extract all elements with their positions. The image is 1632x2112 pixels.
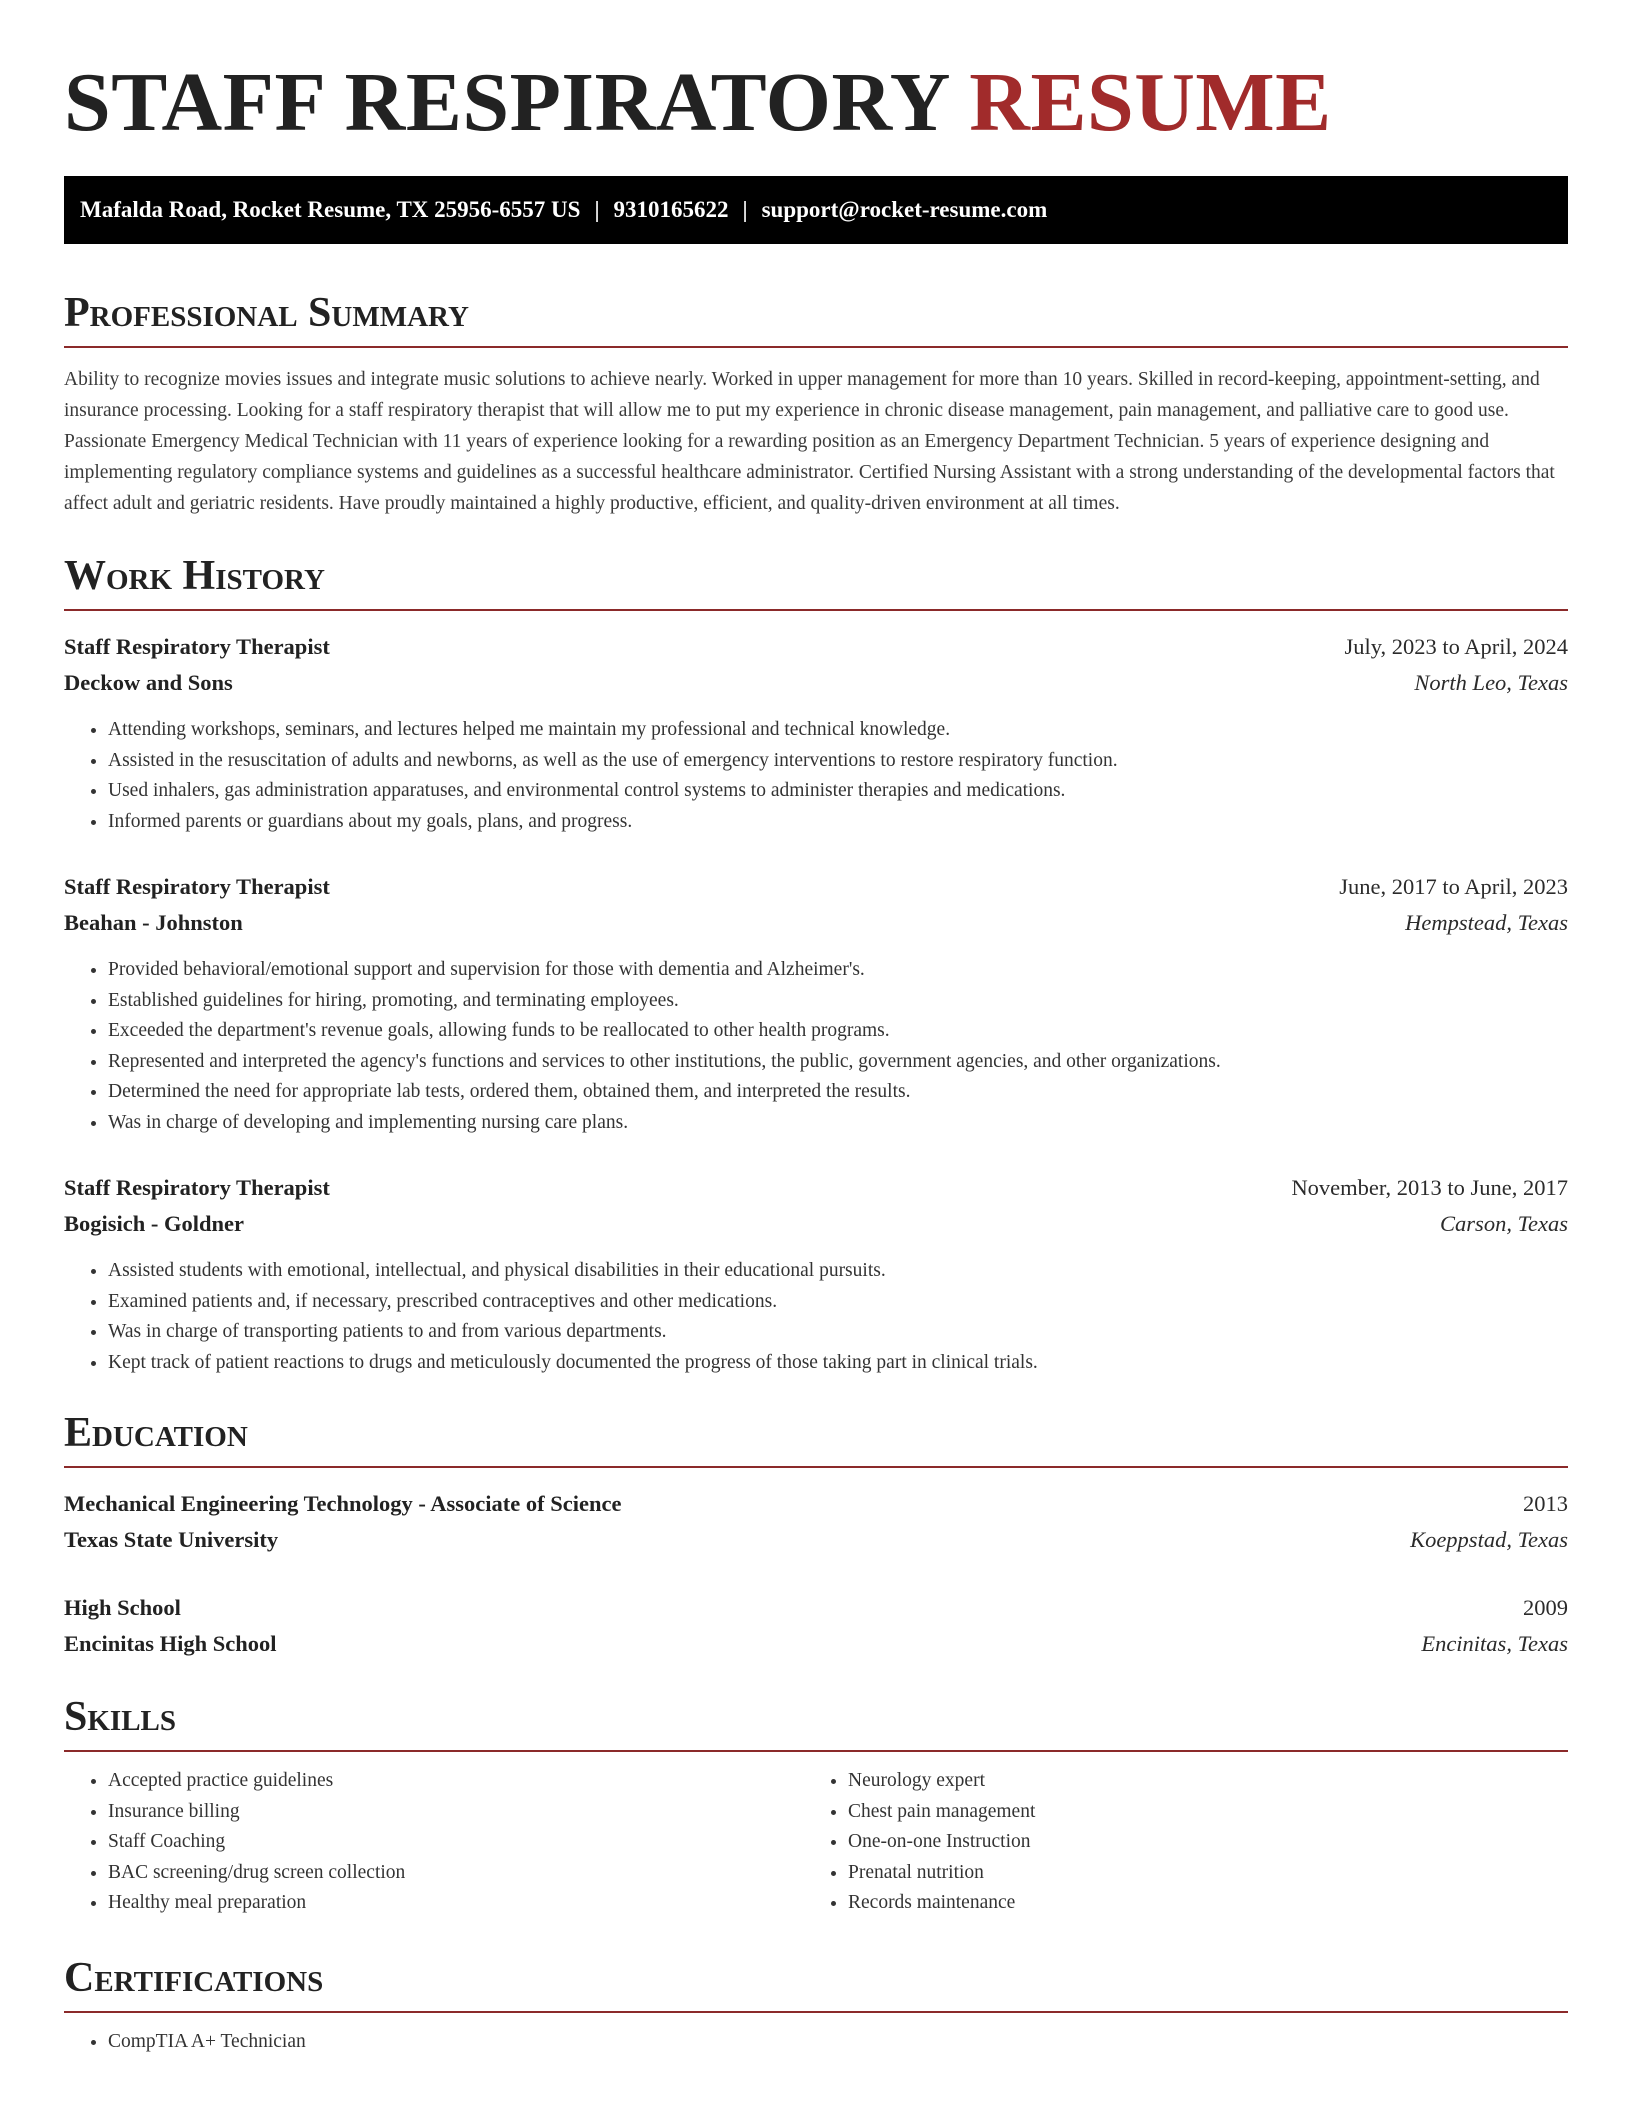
job-title: Staff Respiratory Therapist — [64, 1175, 330, 1200]
education-section — [64, 1408, 1568, 1662]
job-bullet: • Provided behavioral/emotional support and supervision for those with dementia and Alzheimer's. — [108, 955, 1568, 986]
job-bullets — [64, 1256, 1568, 1378]
certification-item: • CompTIA A+ Technician — [108, 2027, 1568, 2058]
education-entry — [64, 1590, 1568, 1662]
education-school-row — [64, 1522, 1568, 1558]
contact-email[interactable]: support@rocket-resume.com — [761, 197, 1048, 222]
education-year: 2013 — [1523, 1491, 1568, 1516]
job-company-row — [64, 665, 1568, 701]
job-company: Bogisich - Goldner — [64, 1211, 245, 1236]
job-dates: November, 2013 to June, 2017 — [1291, 1175, 1568, 1200]
certifications-section — [64, 1953, 1568, 2058]
education-degree: Mechanical Engineering Technology - Associate of Science — [64, 1491, 622, 1516]
job-title-row — [64, 869, 1568, 905]
job-bullet: • Attending workshops, seminars, and lectures helped me maintain my professional and technical knowledge. — [108, 715, 1568, 746]
skills-heading: Skills — [64, 1692, 1568, 1752]
summary-text: Ability to recognize movies issues and integrate music solutions to achieve nearly. Worked in upper management for more than 10 years. Skilled in record-keeping, appointment-setting, and insurance processing. Looking for a staff respiratory therapist that will allow me to put my experience in chronic disease management, pain management, and palliative care to good use. Passionate Emergency Medical Technician with 11 years of experience looking for a rewarding position as an Emergency Department Technician. 5 years of experience designing and implementing regulatory compliance systems and guidelines as a successful healthcare administrator. Certified Nursing Assistant with a strong understanding of the developmental factors that affect adult and geriatric residents. Have proudly maintained a highly productive, efficient, and quality-driven environment at all times. — [64, 369, 1555, 514]
job-dates: June, 2017 to April, 2023 — [1339, 874, 1568, 899]
certifications-heading: Certifications — [64, 1953, 1568, 2013]
education-heading: Education — [64, 1408, 1568, 1468]
job-company-row — [64, 1206, 1568, 1242]
work-history-heading: Work History — [64, 551, 1568, 611]
skills-section — [64, 1692, 1568, 1919]
job-bullet: • Used inhalers, gas administration apparatuses, and environmental control systems to administer therapies and medications. — [108, 776, 1568, 807]
certifications-list — [64, 2027, 1568, 2058]
contact-separator: | — [742, 197, 748, 222]
education-location: Encinitas, Texas — [1421, 1631, 1568, 1656]
education-location: Koeppstad, Texas — [1410, 1527, 1568, 1552]
job-location: Hempstead, Texas — [1405, 910, 1568, 935]
resume-page — [64, 0, 1568, 2057]
resume-title — [64, 56, 1568, 150]
job-bullet: • Was in charge of transporting patients to and from various departments. — [108, 1317, 1568, 1348]
skill-item: • Chest pain management — [848, 1797, 1544, 1828]
skill-item: • Accepted practice guidelines — [108, 1766, 804, 1797]
education-school-row — [64, 1626, 1568, 1662]
skill-item: • One-on-one Instruction — [848, 1827, 1544, 1858]
job-bullets — [64, 955, 1568, 1138]
contact-separator: | — [594, 197, 600, 222]
job-location: North Leo, Texas — [1414, 670, 1568, 695]
skill-item: • Prenatal nutrition — [848, 1858, 1544, 1889]
education-school: Texas State University — [64, 1527, 279, 1552]
job-bullet: • Examined patients and, if necessary, prescribed contraceptives and other medications. — [108, 1287, 1568, 1318]
job-bullet: • Determined the need for appropriate lab tests, ordered them, obtained them, and interpreted the results. — [108, 1077, 1568, 1108]
skills-list-right — [804, 1766, 1544, 1919]
skill-item: • Staff Coaching — [108, 1827, 804, 1858]
job-company: Deckow and Sons — [64, 670, 233, 695]
job-company: Beahan - Johnston — [64, 910, 243, 935]
job-entry — [64, 1170, 1568, 1378]
title-main: STAFF RESPIRATORY — [64, 56, 948, 149]
education-year: 2009 — [1523, 1595, 1568, 1620]
job-bullet: • Kept track of patient reactions to drugs and meticulously documented the progress of those taking part in clinical trials. — [108, 1348, 1568, 1379]
title-accent: RESUME — [969, 56, 1332, 149]
job-title: Staff Respiratory Therapist — [64, 874, 330, 899]
summary-heading: Professional Summary — [64, 288, 1568, 348]
job-bullets — [64, 715, 1568, 837]
skill-item: • BAC screening/drug screen collection — [108, 1858, 804, 1889]
job-bullet: • Informed parents or guardians about my goals, plans, and progress. — [108, 807, 1568, 838]
job-company-row — [64, 905, 1568, 941]
job-bullet: • Exceeded the department's revenue goals, allowing funds to be reallocated to other health programs. — [108, 1016, 1568, 1047]
job-entry — [64, 869, 1568, 1138]
job-title: Staff Respiratory Therapist — [64, 634, 330, 659]
contact-phone: 9310165622 — [613, 197, 729, 222]
contact-bar — [64, 176, 1568, 244]
education-degree-row — [64, 1590, 1568, 1626]
job-bullet: • Was in charge of developing and implementing nursing care plans. — [108, 1108, 1568, 1139]
skill-item: • Healthy meal preparation — [108, 1888, 804, 1919]
education-entry — [64, 1486, 1568, 1558]
job-bullet: • Assisted in the resuscitation of adults and newborns, as well as the use of emergency interventions to restore respiratory function. — [108, 746, 1568, 777]
job-bullet: • Represented and interpreted the agency's functions and services to other institutions, the public, government agencies, and other organizations. — [108, 1047, 1568, 1078]
skills-columns — [64, 1766, 1568, 1919]
job-bullet: • Established guidelines for hiring, promoting, and terminating employees. — [108, 986, 1568, 1017]
job-dates: July, 2023 to April, 2024 — [1344, 634, 1568, 659]
job-title-row — [64, 1170, 1568, 1206]
education-school: Encinitas High School — [64, 1631, 277, 1656]
job-title-row — [64, 629, 1568, 665]
skill-item: • Insurance billing — [108, 1797, 804, 1828]
job-bullet: • Assisted students with emotional, intellectual, and physical disabilities in their educational pursuits. — [108, 1256, 1568, 1287]
education-degree-row — [64, 1486, 1568, 1522]
job-entry — [64, 629, 1568, 837]
job-location: Carson, Texas — [1440, 1211, 1568, 1236]
skill-item: • Records maintenance — [848, 1888, 1544, 1919]
education-degree: High School — [64, 1595, 181, 1620]
skills-list-left — [64, 1766, 804, 1919]
contact-address: Mafalda Road, Rocket Resume, TX 25956-6557 US — [80, 197, 581, 222]
skill-item: • Neurology expert — [848, 1766, 1544, 1797]
work-history-section — [64, 551, 1568, 1378]
summary-section — [64, 288, 1568, 519]
